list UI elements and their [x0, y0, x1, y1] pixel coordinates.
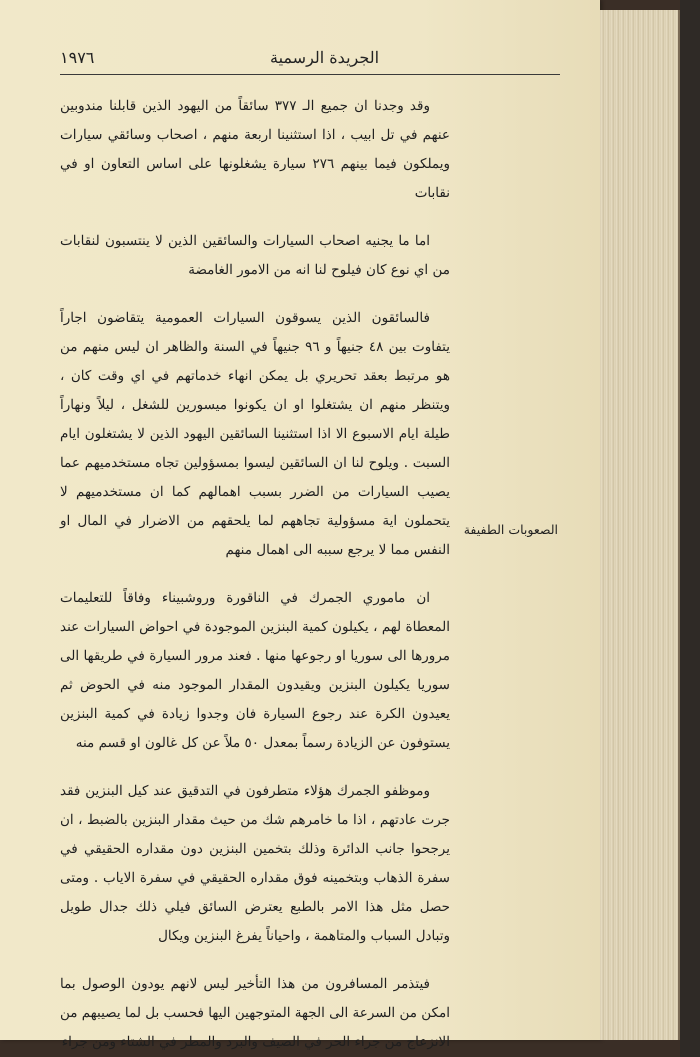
paragraph: ان ماموري الجمرك في الناقورة وروشبيناء وفاقاً للتعليمات المعطاة لهم ، يكيلون كمية البنزين الموجودة في احواض السيارات عند مرورها الى سوريا او رجوعها منها . فعند مرور السيارة في طريقها الى سوريا يكيلون البنزين ويقيدون المقدار الموجود منه في الحوض ثم يعيدون الكرة عند رجوع السيارة فان وجدوا زيادة في كمية البنزين يستوفون عن الزيادة رسماً بمعدل ٥٠ ملاً عن كل غالون او قسم منه [60, 590, 450, 751]
paragraph: اما ما يجنيه اصحاب السيارات والسائقين الذين لا ينتسبون لنقابات من اي نوع كان فيلوح لنا انه من الامور الغامضة [60, 233, 450, 278]
body-text [60, 92, 450, 1057]
running-title: الجريدة الرسمية [270, 48, 380, 67]
margin-note: الصعوبات الطفيفة [463, 522, 558, 537]
paragraph: فيتذمر المسافرون من هذا التأخير ليس لانهم يودون الوصول بما امكن من السرعة الى الجهة المتوجهين اليها فحسب بل لما يصيبهم من الانزعاج من جراء الحر في الصيف والبرد والمطر في الشتاء ومن جراء [60, 976, 450, 1050]
paragraph: وموظفو الجمرك هؤلاء متطرفون في التدقيق عند كيل البنزين فقد جرت عادتهم ، اذا ما خامرهم شك من حيث مقدار البنزين بالضبط ، ان يرجحوا جانب الدائرة وذلك بتخمين البنزين دون مقداره الحقيقي في سفرة الذهاب وبتخمينه فوق مقداره الحقيقي في سفرة الاياب . ومتى حصل مثل هذا الامر بالطبع يعترض السائق فيلي ذلك جدال طويل وتبادل السباب والمتاهمة ، واحياناً يفرغ البنزين ويكال [60, 783, 450, 944]
paragraph: وقد وجدنا ان جميع الـ ٣٧٧ سائقاً من اليهود الذين قابلنا مندوبين عنهم في تل ابيب ، اذا استثنينا اربعة منهم ، اصحاب وسائقي سيارات ويملكون فيما بينهم ٢٧٦ سيارة يشغلونها على اساس التعاون او في نقابات [60, 98, 450, 201]
page-header [60, 48, 560, 75]
paragraph: فالسائقون الذين يسوقون السيارات العمومية يتقاضون اجاراً يتفاوت بين ٤٨ جنيهاً و ٩٦ جنيهاً في السنة والظاهر ان ليس منهم من هو مرتبط بعقد تحريري بل يمكن انهاء خدماتهم في اي وقت كان ، ويتنظر منهم ان يشتغلوا او ان يكونوا ميسورين للشغل ، ليلاً ونهاراً طيلة ايام الاسبوع الا اذا استثنينا السائقين اليهود الذين لا يشتغلون ايام السبت . ويلوح لنا ان السائقين ليسوا بمسؤولين تجاه مستخدميهم عما يصيب السيارات من الضرر بسبب اهمالهم كما ان مستخدميهم لا يتحملون اية مسؤولية تجاههم لما يلحقهم من الاضرار في المال او النفس مما لا يرجع سببه الى اهمال منهم [60, 310, 450, 558]
book-binding [680, 0, 700, 1057]
page-edges [600, 10, 680, 1040]
page-number: ١٩٧٦ [60, 48, 95, 67]
